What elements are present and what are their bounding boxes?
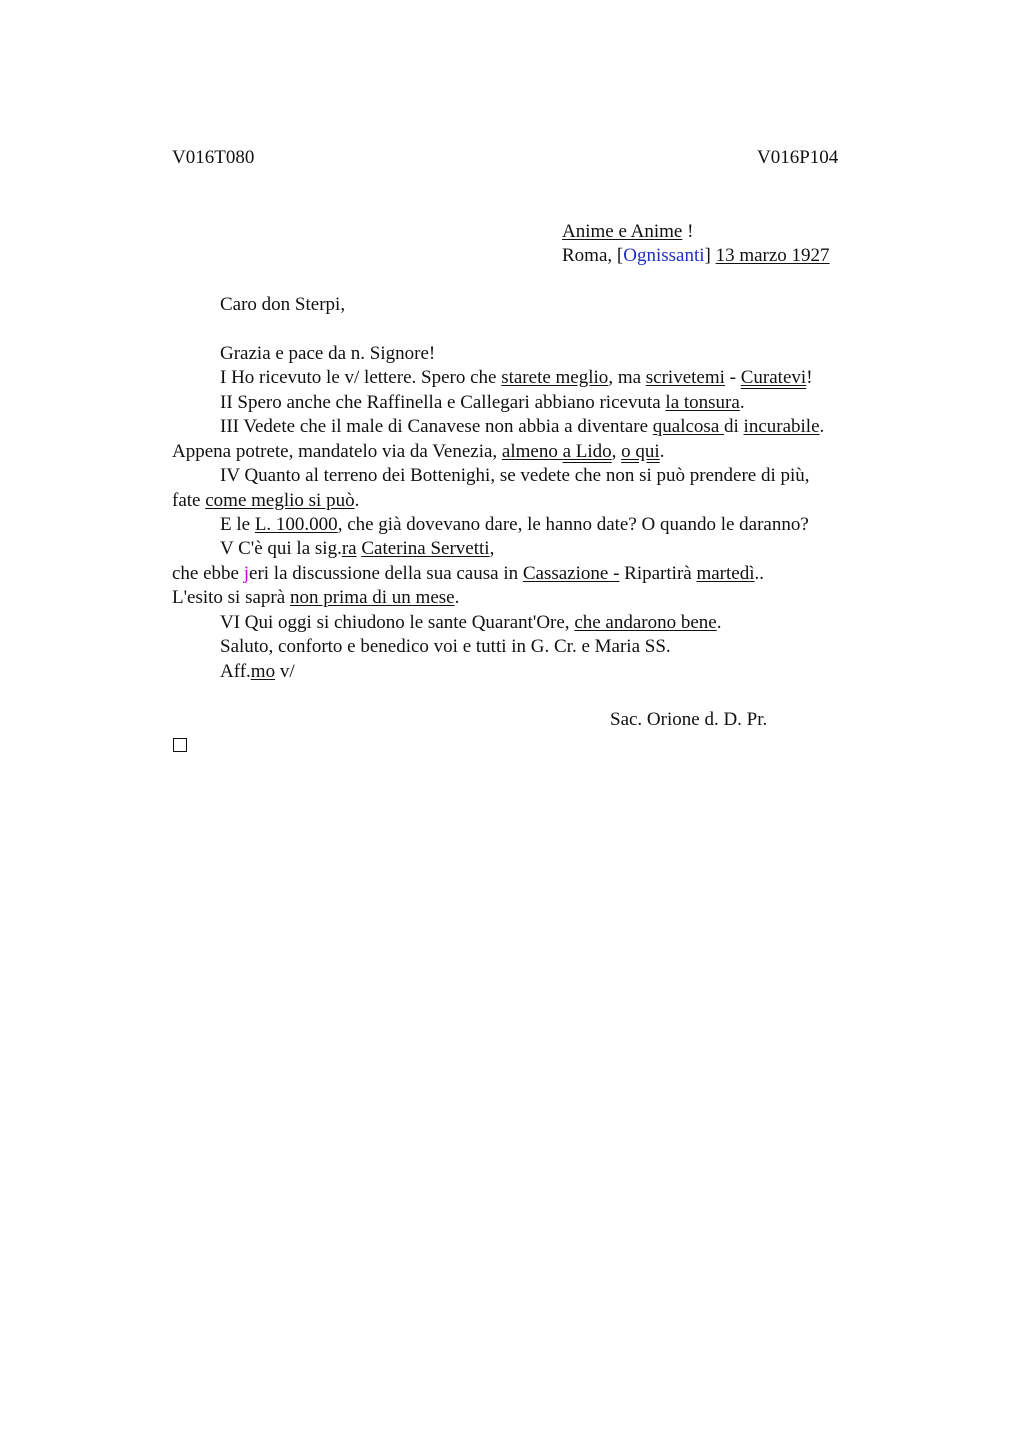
underlined-run: come meglio si può [205, 490, 355, 511]
underlined-run: starete meglio [501, 367, 609, 388]
text-run: , ma [608, 367, 646, 388]
text-run: , [611, 441, 622, 462]
dateline-bracket-word: Ognissanti [623, 245, 705, 266]
text-run: Ripartirà [619, 563, 697, 584]
underlined-run: Cassazione - [522, 563, 620, 584]
text-run: Appena potrete, mandatelo via da Venezia, [172, 441, 502, 462]
text-run: . [716, 612, 722, 633]
affectionate-line [220, 660, 295, 684]
signature: Sac. Orione d. D. Pr. [610, 709, 768, 730]
underlined-run: Caterina Servetti [361, 538, 490, 559]
text-run: , che già dovevano dare, le hanno date? O quando le daranno? [337, 514, 809, 535]
closing-line: Saluto, conforto e benedico voi e tutti in G. Cr. e Maria SS. [220, 636, 671, 657]
paragraph-4-amount [220, 513, 809, 537]
highlighted-letter: j [243, 563, 250, 584]
text-run: fate [172, 490, 206, 511]
motto-punct: ! [682, 221, 694, 242]
text-run: I Ho ricevuto le v/ lettere. Spero che [220, 367, 502, 388]
text-run: L'esito si saprà [172, 587, 290, 608]
underlined-run: qualcosa [652, 416, 725, 437]
text-run: ! [806, 367, 813, 388]
text-run: IV Quanto al terreno dei Bottenighi, se vedete che non si può prendere di più, [220, 465, 810, 486]
underlined-run: incurabile [743, 416, 820, 437]
text-run: , [489, 538, 495, 559]
paragraph-2 [220, 391, 745, 415]
underlined-run: che andarono bene [574, 612, 717, 633]
dateline-place: Roma, [ [562, 245, 624, 266]
dateline-close: ] [704, 245, 716, 266]
paragraph-4-continued [172, 489, 359, 513]
motto-text: Anime e Anime [562, 221, 683, 242]
text-run: - [724, 367, 741, 388]
double-underlined-run: Curatevi [740, 367, 807, 388]
underlined-run: la tonsura [665, 392, 740, 413]
end-square-marker [173, 738, 187, 752]
text-run: Aff. [220, 661, 251, 682]
dateline [562, 244, 830, 268]
motto-line [562, 220, 693, 244]
text-run: II Spero anche che Raffinella e Callegari abbiano ricevuta [220, 392, 666, 413]
underlined-run: ra [341, 538, 357, 559]
paragraph-5-outcome [172, 586, 459, 610]
underlined-run: scrivetemi [645, 367, 725, 388]
underlined-run: non prima di un mese [289, 587, 455, 608]
greeting: Grazia e pace da n. Signore! [220, 343, 436, 364]
text-run: . [454, 587, 460, 608]
text-run: VI Qui oggi si chiudono le sante Quarant'Ore, [220, 612, 575, 633]
paragraph-1 [220, 366, 813, 390]
text-run: . [819, 416, 825, 437]
document-code-right: V016P104 [757, 147, 839, 168]
underlined-run: martedì [696, 563, 755, 584]
paragraph-3 [220, 415, 824, 439]
double-underlined-run: o qui [621, 441, 660, 462]
underlined-run: L. 100.000 [254, 514, 338, 535]
salutation: Caro don Sterpi, [220, 294, 346, 315]
underlined-run: mo [250, 661, 276, 682]
text-run: di [724, 416, 744, 437]
text-run: . [354, 490, 360, 511]
text-run: eri la discussione della sua causa in [249, 563, 523, 584]
text-run: . [739, 392, 745, 413]
text-run: III Vedete che il male di Canavese non abbia a diventare [220, 416, 653, 437]
text-run: v/ [275, 661, 295, 682]
text-run: .. [754, 563, 764, 584]
dateline-date: 13 marzo 1927 [715, 245, 830, 266]
document-code-left: V016T080 [172, 147, 255, 168]
double-underlined-run: a Lido [562, 441, 612, 462]
text-run: V C'è qui la sig. [220, 538, 342, 559]
paragraph-6 [220, 611, 722, 635]
text-run: che ebbe [172, 563, 244, 584]
text-run: E le [220, 514, 255, 535]
underlined-run: almeno [501, 441, 563, 462]
paragraph-5-continued [172, 562, 764, 586]
paragraph-4 [220, 464, 810, 488]
paragraph-3-continued [172, 440, 664, 464]
text-run: . [659, 441, 665, 462]
paragraph-5 [220, 537, 494, 561]
